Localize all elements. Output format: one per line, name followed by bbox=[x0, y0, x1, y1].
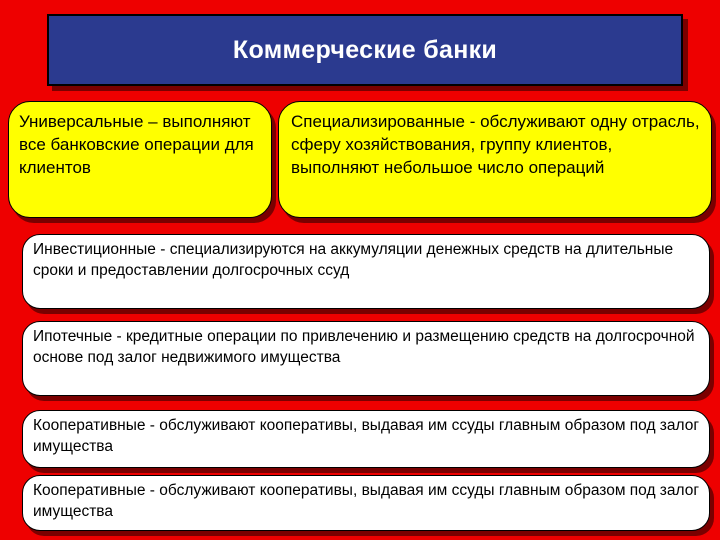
specialized-banks-box: Специализированные - обслуживают одну отрасль, сферу хозяйствования, группу клиентов, выполняют небольшое число операций bbox=[278, 101, 712, 218]
mortgage-banks-box: Ипотечные - кредитные операции по привлечению и размещению средств на долгосрочной основе под залог недвижимого имущества bbox=[22, 321, 710, 396]
page-title: Коммерческие банки bbox=[232, 35, 498, 64]
cooperative-banks-box: Кооперативные - обслуживают кооперативы, выдавая им ссуды главным образом под залог имущества bbox=[22, 410, 710, 468]
investment-banks-box: Инвестиционные - специализируются на аккумуляции денежных средств на длительные сроки и предоставлении долгосрочных ссуд bbox=[22, 234, 710, 309]
cooperative-banks-box-duplicate: Кооперативные - обслуживают кооперативы, выдавая им ссуды главным образом под залог имущества bbox=[22, 475, 710, 531]
universal-banks-box: Универсальные – выполняют все банковские операции для клиентов bbox=[8, 101, 272, 218]
title-box bbox=[47, 14, 683, 86]
